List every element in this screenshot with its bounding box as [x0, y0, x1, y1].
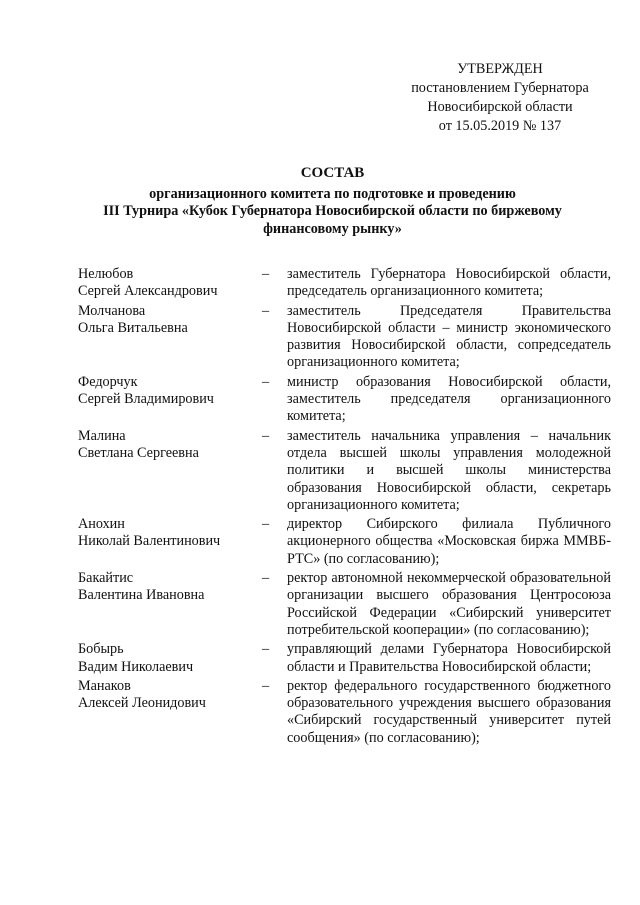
document-subtitle-line: организационного комитета по подготовке и проведению [149, 185, 516, 202]
member-role: директор Сибирского филиала Публичного акционерного общества «Московская биржа ММВБ-РТС» (по согласованию); [287, 516, 611, 567]
approval-region: Новосибирской области [427, 99, 573, 115]
approval-decree: постановлением Губернатора [411, 80, 589, 96]
dash-separator: – [262, 677, 270, 694]
member-given-names: Валентина Ивановна [78, 587, 205, 604]
committee-member [0, 428, 640, 514]
member-surname: Федорчук [78, 373, 138, 390]
member-name [78, 570, 258, 605]
member-surname: Бакайтис [78, 570, 134, 587]
document-subtitle-line: III Турнира «Кубок Губернатора Новосибирской области по биржевому [103, 203, 562, 219]
dash-separator: – [262, 516, 270, 533]
committee-member [0, 570, 640, 639]
committee-member [0, 303, 640, 372]
member-name [78, 428, 258, 463]
dash-separator: – [262, 373, 270, 390]
member-surname: Молчанова [78, 302, 146, 319]
member-surname: Анохин [78, 516, 125, 533]
member-name [78, 303, 258, 338]
committee-member-list [0, 266, 640, 749]
member-given-names: Ольга Витальевна [78, 319, 188, 336]
member-role: заместитель начальника управления – начальник отдела высшей школы управления молодежной политики и высшей школы министерства образования Новосибирской области, секретарь организационного комитета; [287, 427, 611, 513]
committee-member [0, 266, 640, 301]
document-subtitle-line: финансовому рынку» [263, 220, 402, 237]
member-name [78, 641, 258, 676]
member-given-names: Сергей Владимирович [78, 391, 214, 408]
member-name [78, 516, 258, 551]
member-role: управляющий делами Губернатора Новосибирской области и Правительства Новосибирской области; [287, 641, 611, 675]
dash-separator: – [262, 570, 270, 587]
member-surname: Манаков [78, 677, 131, 694]
dash-separator: – [262, 266, 270, 282]
document-title: СОСТАВ [300, 165, 365, 181]
document-heading [60, 165, 605, 238]
member-role: ректор федерального государственного бюджетного образовательного учреждения высшего образования «Сибирский государственный университет путей сообщения» (по согласованию); [287, 677, 611, 746]
committee-member [0, 516, 640, 568]
member-surname: Бобырь [78, 641, 124, 658]
approval-date-number: от 15.05.2019 № 137 [438, 118, 562, 134]
member-given-names: Сергей Александрович [78, 283, 218, 300]
dash-separator: – [262, 302, 270, 319]
member-name [78, 374, 258, 409]
member-given-names: Светлана Сергеевна [78, 444, 199, 461]
member-role: ректор автономной некоммерческой образовательной организации высшего образования Центросоюза Российской Федерации «Сибирский университет потребительской кооперации» (по согласованию); [287, 570, 611, 638]
member-given-names: Вадим Николаевич [78, 658, 194, 675]
approval-stamp [390, 60, 610, 136]
member-role: заместитель Председателя Правительства Новосибирской области – министр экономического развития Новосибирской области, сопредседатель организационного комитета; [287, 302, 611, 371]
committee-member [0, 678, 640, 747]
dash-separator: – [262, 641, 270, 658]
committee-member [0, 374, 640, 426]
member-given-names: Николай Валентинович [78, 533, 221, 550]
committee-member [0, 641, 640, 676]
member-role: заместитель Губернатора Новосибирской области, председатель организационного комитета; [287, 266, 611, 300]
dash-separator: – [262, 427, 270, 444]
member-surname: Малина [78, 427, 126, 444]
member-name [78, 266, 258, 301]
member-surname: Нелюбов [78, 266, 134, 282]
member-given-names: Алексей Леонидович [78, 695, 206, 712]
approval-label: УТВЕРЖДЕН [457, 61, 543, 77]
member-name [78, 678, 258, 713]
member-role: министр образования Новосибирской области, заместитель председателя организационного комитета; [287, 373, 611, 425]
